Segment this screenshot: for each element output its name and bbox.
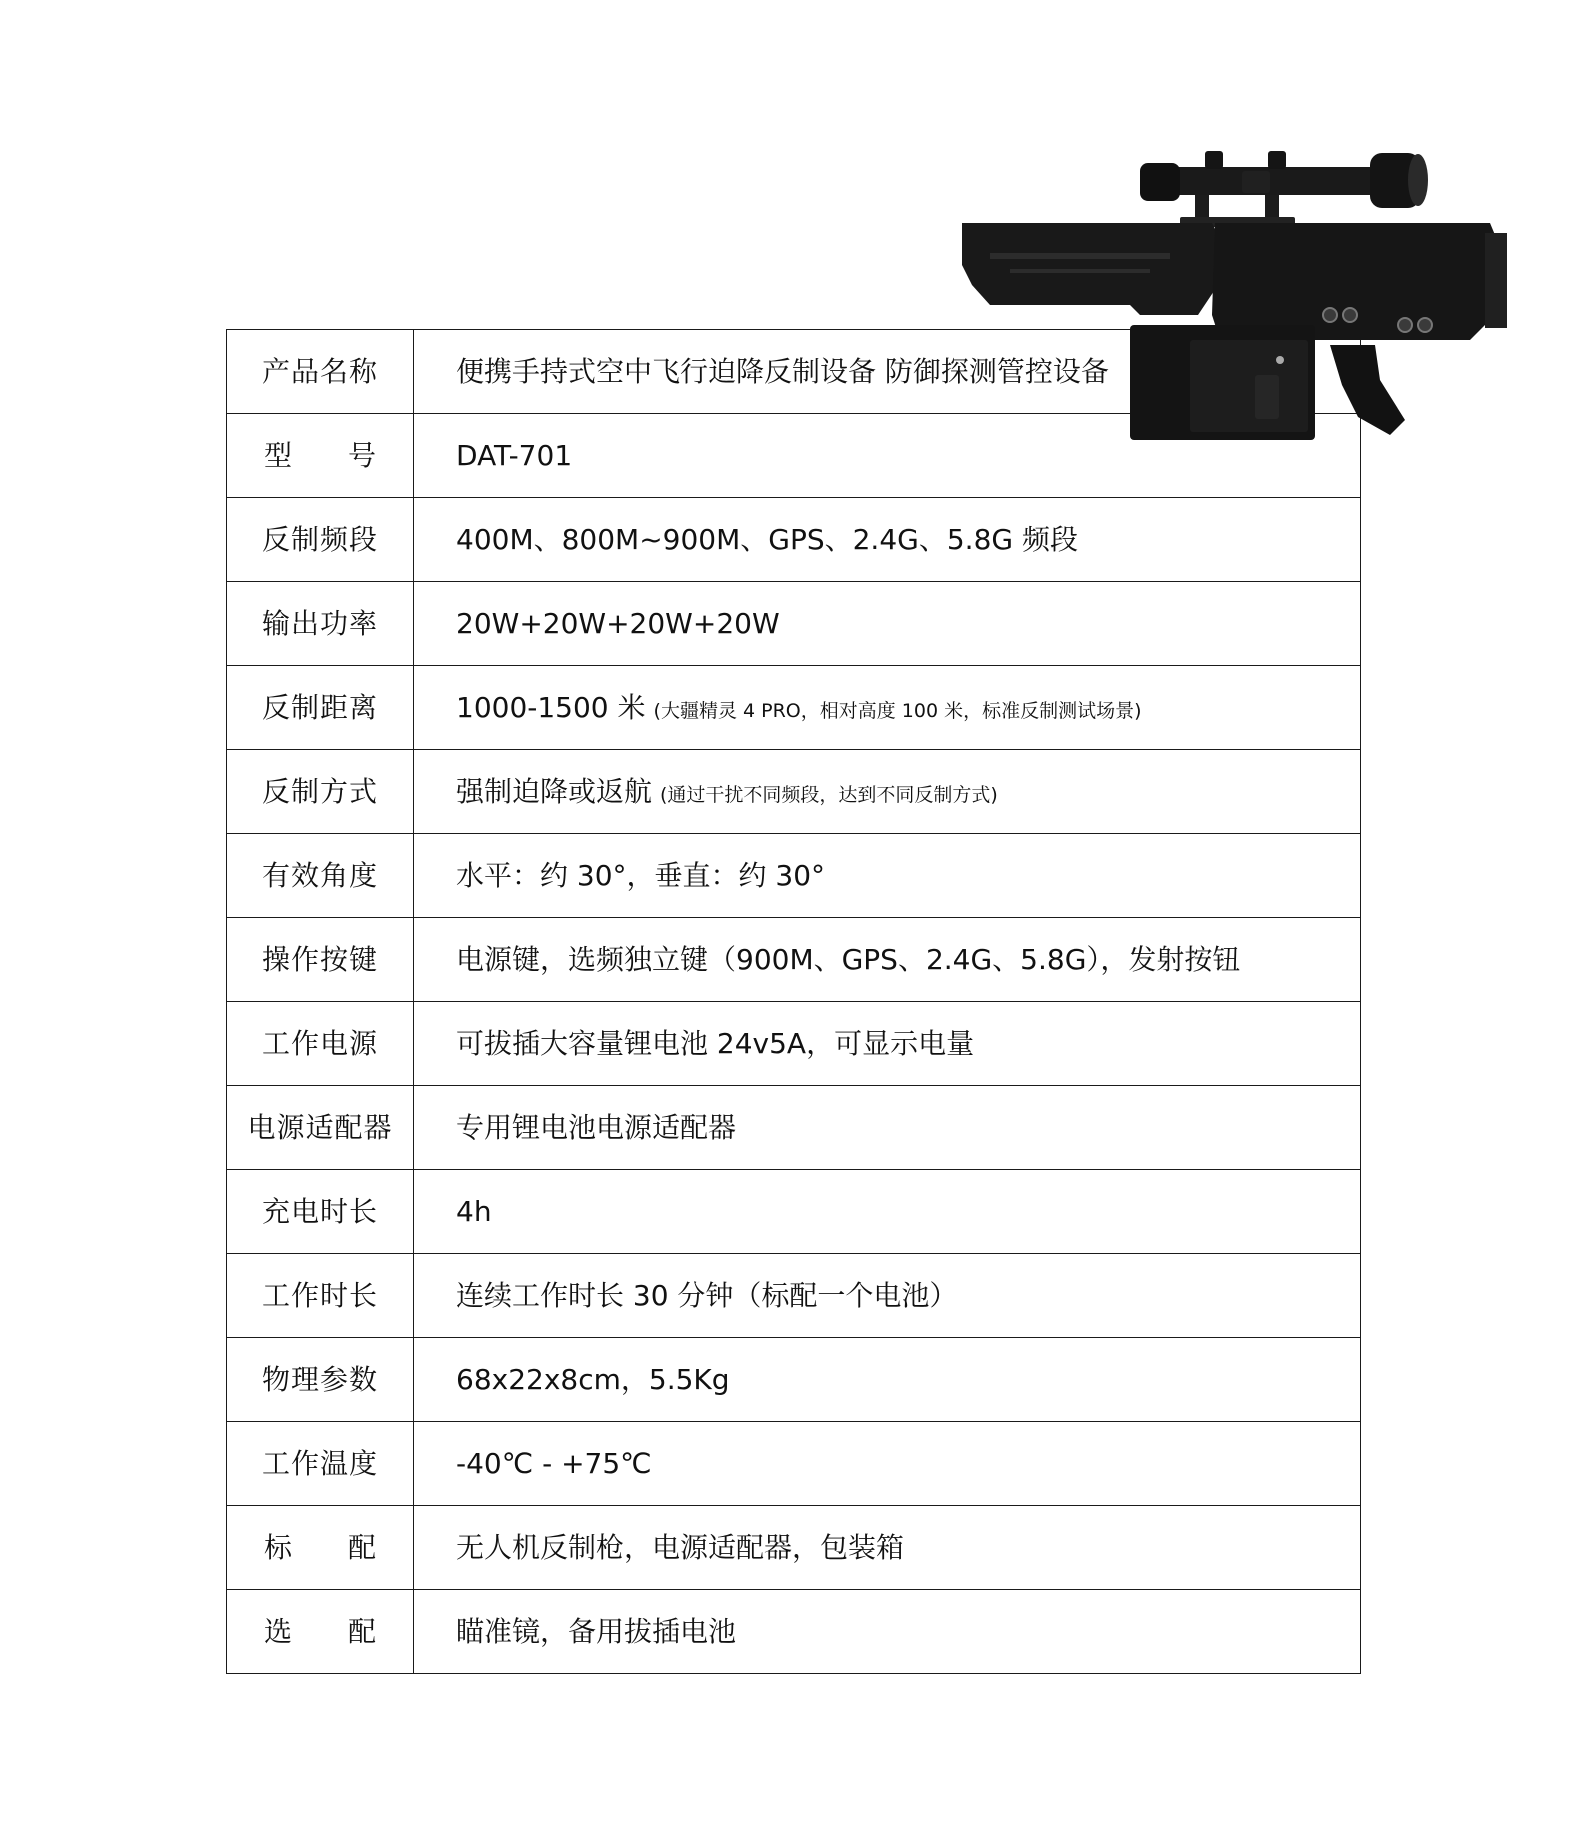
label-cell bbox=[227, 330, 414, 414]
value-cell bbox=[414, 1506, 1361, 1590]
table-row bbox=[227, 1590, 1361, 1674]
value-cell bbox=[414, 750, 1361, 834]
label-cell bbox=[227, 1086, 414, 1170]
table-row bbox=[227, 582, 1361, 666]
spec-note: (通过干扰不同频段，达到不同反制方式) bbox=[660, 783, 998, 806]
scope-icon bbox=[1140, 151, 1428, 208]
value-cell bbox=[414, 1590, 1361, 1674]
spec-value: 电源键，选频独立键（900M、GPS、2.4G、5.8G），发射按钮 bbox=[456, 942, 1241, 976]
spec-value: -40℃ - +75℃ bbox=[456, 1446, 652, 1480]
spec-label: 工作温度 bbox=[261, 1446, 378, 1480]
value-cell bbox=[414, 1170, 1361, 1254]
value-cell bbox=[414, 1086, 1361, 1170]
spec-label: 物理参数 bbox=[261, 1362, 378, 1396]
spec-value: 强制迫降或返航 bbox=[456, 774, 653, 808]
label-cell bbox=[227, 1590, 414, 1674]
table-row bbox=[227, 1254, 1361, 1338]
value-cell bbox=[414, 834, 1361, 918]
table-row bbox=[227, 1506, 1361, 1590]
table-row bbox=[227, 666, 1361, 750]
table-row bbox=[227, 1086, 1361, 1170]
spec-value: 可拔插大容量锂电池 24v5A，可显示电量 bbox=[456, 1026, 975, 1060]
product-image bbox=[950, 145, 1520, 495]
value-cell bbox=[414, 918, 1361, 1002]
spec-label: 电源适配器 bbox=[247, 1110, 393, 1144]
spec-label: 标 配 bbox=[264, 1530, 377, 1564]
spec-label: 产品名称 bbox=[261, 354, 378, 388]
spec-label: 工作时长 bbox=[261, 1278, 378, 1312]
table-row bbox=[227, 834, 1361, 918]
spec-label: 操作按键 bbox=[261, 942, 378, 976]
label-cell bbox=[227, 834, 414, 918]
spec-label: 选 配 bbox=[264, 1614, 377, 1648]
spec-table bbox=[226, 329, 1361, 1674]
label-cell bbox=[227, 1170, 414, 1254]
label-cell bbox=[227, 750, 414, 834]
spec-value: 专用锂电池电源适配器 bbox=[456, 1110, 737, 1144]
value-cell bbox=[414, 582, 1361, 666]
spec-value: DAT-701 bbox=[456, 438, 573, 472]
label-cell bbox=[227, 1254, 414, 1338]
spec-label: 反制距离 bbox=[261, 690, 378, 724]
spec-value: 4h bbox=[456, 1194, 492, 1228]
table-row bbox=[227, 1338, 1361, 1422]
spec-label: 充电时长 bbox=[261, 1194, 378, 1228]
table-row bbox=[227, 1422, 1361, 1506]
label-cell bbox=[227, 918, 414, 1002]
spec-value: 连续工作时长 30 分钟（标配一个电池） bbox=[456, 1278, 958, 1312]
label-cell bbox=[227, 1506, 414, 1590]
spec-label: 输出功率 bbox=[261, 606, 378, 640]
spec-value: 瞄准镜，备用拔插电池 bbox=[456, 1614, 737, 1648]
value-cell bbox=[414, 666, 1361, 750]
spec-value: 便携手持式空中飞行迫降反制设备 防御探测管控设备 bbox=[456, 354, 1109, 388]
label-cell bbox=[227, 1002, 414, 1086]
label-cell bbox=[227, 414, 414, 498]
spec-label: 工作电源 bbox=[261, 1026, 378, 1060]
label-cell bbox=[227, 498, 414, 582]
spec-value: 68x22x8cm，5.5Kg bbox=[456, 1362, 730, 1396]
spec-value: 20W+20W+20W+20W bbox=[456, 606, 780, 640]
spec-value: 无人机反制枪，电源适配器，包装箱 bbox=[456, 1530, 905, 1564]
table-row bbox=[227, 750, 1361, 834]
label-cell bbox=[227, 1338, 414, 1422]
label-cell bbox=[227, 1422, 414, 1506]
value-cell bbox=[414, 1002, 1361, 1086]
spec-value: 400M、800M~900M、GPS、2.4G、5.8G 频段 bbox=[456, 522, 1078, 556]
label-cell bbox=[227, 582, 414, 666]
table-row bbox=[227, 918, 1361, 1002]
spec-note: (大疆精灵 4 PRO，相对高度 100 米，标准反制测试场景) bbox=[653, 699, 1142, 722]
value-cell bbox=[414, 1338, 1361, 1422]
table-row bbox=[227, 1170, 1361, 1254]
battery-icon bbox=[1130, 325, 1315, 440]
label-cell bbox=[227, 666, 414, 750]
spec-label: 反制频段 bbox=[261, 522, 378, 556]
value-cell bbox=[414, 1254, 1361, 1338]
spec-label: 反制方式 bbox=[261, 774, 378, 808]
spec-label: 有效角度 bbox=[261, 858, 378, 892]
spec-value: 水平：约 30°，垂直：约 30° bbox=[456, 858, 826, 892]
value-cell bbox=[414, 498, 1361, 582]
table-row bbox=[227, 1002, 1361, 1086]
table-row bbox=[227, 498, 1361, 582]
spec-label: 型 号 bbox=[264, 438, 377, 472]
spec-value: 1000-1500 米 bbox=[456, 690, 646, 724]
value-cell bbox=[414, 1422, 1361, 1506]
